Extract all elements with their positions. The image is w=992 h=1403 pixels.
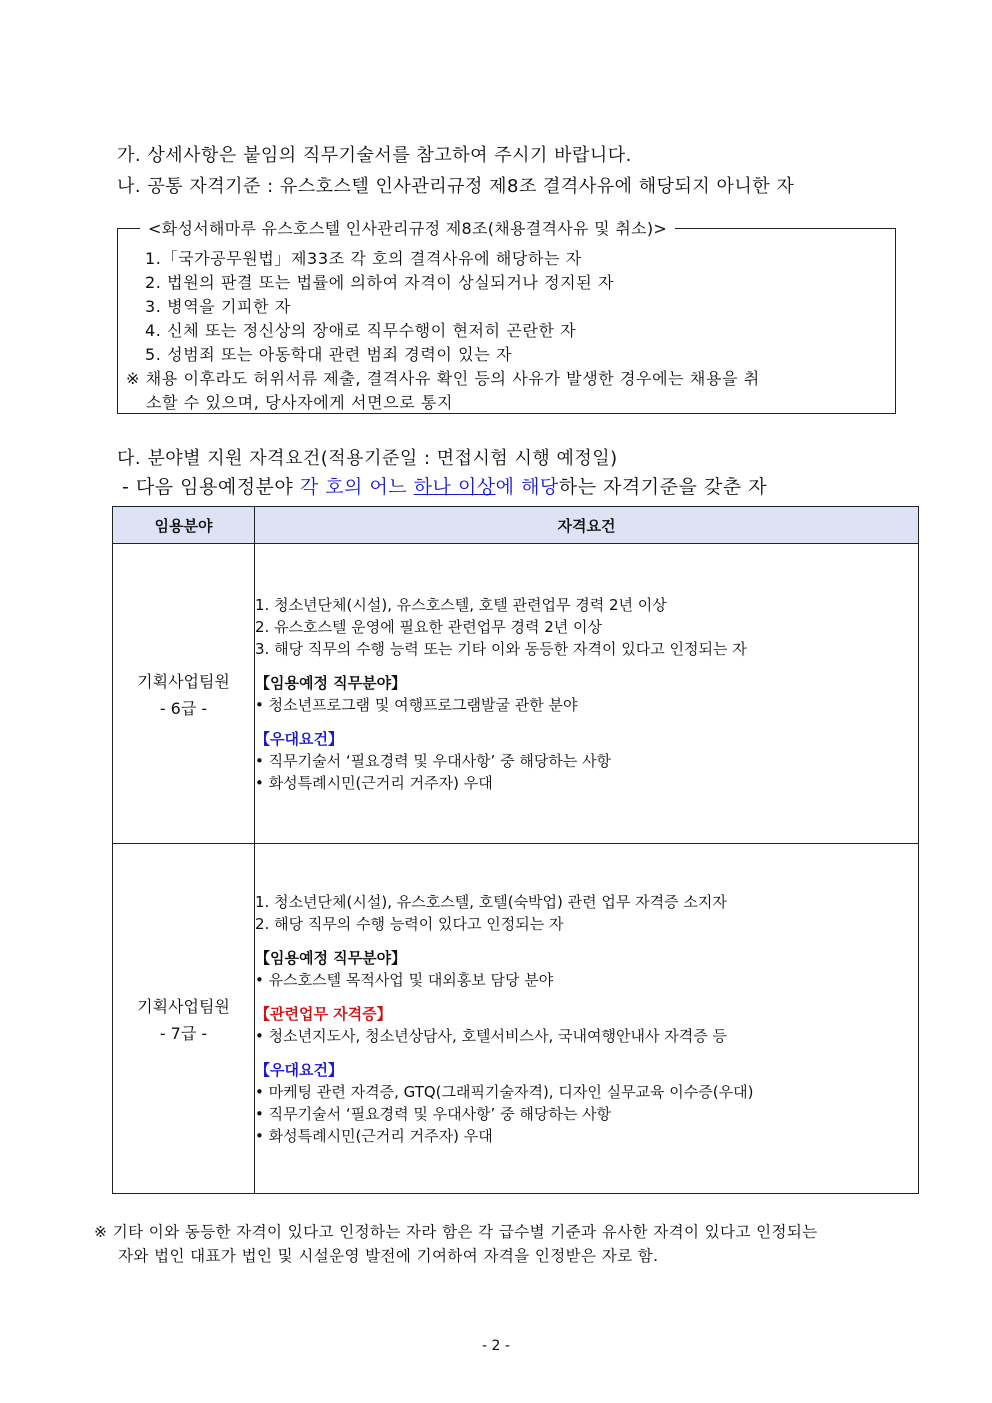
footnote-line2: 자와 법인 대표가 법인 및 시설운영 발전에 기여하여 자격을 인정받은 자로 함. xyxy=(118,1247,659,1265)
item-na: 나. 공통 자격기준 : 유스호스텔 인사관리규정 제8조 결격사유에 해당되지 아니한 자 xyxy=(117,176,795,197)
field-name: 기획사업팀원 xyxy=(137,671,230,691)
table-row xyxy=(113,544,919,844)
field-cell xyxy=(113,544,255,844)
regulation-item: 3. 병역을 기피한 자 xyxy=(145,297,291,316)
duty-item: • 청소년프로그램 및 여행프로그램발굴 관한 분야 xyxy=(255,695,578,714)
regulation-item: 1.「국가공무원법」제33조 각 호의 결격사유에 해당하는 자 xyxy=(145,249,582,268)
regulation-item: 4. 신체 또는 정신상의 장애로 직무수행이 현저히 곤란한 자 xyxy=(145,321,577,340)
criteria-item: 3. 해당 직무의 수행 능력 또는 기타 이와 동등한 자격이 있다고 인정되는 자 xyxy=(255,639,747,658)
criteria-cell xyxy=(255,844,919,1194)
preference-header: 【우대요건】 xyxy=(255,729,343,748)
criteria-cell xyxy=(255,544,919,844)
criteria-item: 1. 청소년단체(시설), 유스호스텔, 호텔 관련업무 경력 2년 이상 xyxy=(255,595,667,614)
criteria-item: 2. 해당 직무의 수행 능력이 있다고 인정되는 자 xyxy=(255,914,564,933)
table-row xyxy=(113,844,919,1194)
criteria-item: 1. 청소년단체(시설), 유스호스텔, 호텔(숙박업) 관련 업무 자격증 소지자 xyxy=(255,892,727,911)
subtitle-highlight-1: 각 호의 어느 xyxy=(299,476,414,498)
duty-header: 【임용예정 직무분야】 xyxy=(255,673,407,692)
field-grade: - 6급 - xyxy=(159,698,208,718)
subtitle-highlight-3: 에 해당 xyxy=(495,476,559,498)
section-da-title: 다. 분야별 지원 자격요건(적용기준일 : 면접시험 시행 예정일) xyxy=(117,448,618,469)
regulation-note-line2: 소할 수 있으며, 당사자에게 서면으로 통지 xyxy=(146,393,454,412)
section-da-subtitle xyxy=(122,472,767,499)
field-grade: - 7급 - xyxy=(159,1023,208,1043)
table-header-row xyxy=(113,507,919,544)
regulation-box-title: <화성서해마루 유스호스텔 인사관리규정 제8조(채용결격사유 및 취소)> xyxy=(140,216,675,239)
duty-item: • 유스호스텔 목적사업 및 대외홍보 담당 분야 xyxy=(255,970,554,989)
duty-header: 【임용예정 직무분야】 xyxy=(255,948,407,967)
preference-item: • 직무기술서 ‘필요경력 및 우대사항’ 중 해당하는 사항 xyxy=(255,1104,612,1123)
item-ga: 가. 상세사항은 붙임의 직무기술서를 참고하여 주시기 바랍니다. xyxy=(117,145,632,166)
preference-header: 【우대요건】 xyxy=(255,1060,343,1079)
header-criteria: 자격요건 xyxy=(255,507,919,544)
preference-item: • 화성특례시민(근거리 거주자) 우대 xyxy=(255,1126,493,1145)
page-number: - 2 - xyxy=(482,1338,510,1354)
preference-item: • 직무기술서 ‘필요경력 및 우대사항’ 중 해당하는 사항 xyxy=(255,751,612,770)
subtitle-suffix: 하는 자격기준을 갖춘 자 xyxy=(558,476,767,498)
preference-item: • 화성특례시민(근거리 거주자) 우대 xyxy=(255,773,493,792)
certificate-header: 【관련업무 자격증】 xyxy=(255,1004,392,1023)
subtitle-prefix: - 다음 임용예정분야 xyxy=(122,476,300,498)
regulation-note-line1: ※ 채용 이후라도 허위서류 제출, 결격사유 확인 등의 사유가 발생한 경우에는 채용을 취 xyxy=(126,369,760,388)
subtitle-highlight-2: 하나 이상 xyxy=(413,476,496,498)
header-field: 임용분야 xyxy=(113,507,255,544)
criteria-item: 2. 유스호스텔 운영에 필요한 관련업무 경력 2년 이상 xyxy=(255,617,603,636)
regulation-item: 2. 법원의 판결 또는 법률에 의하여 자격이 상실되거나 정지된 자 xyxy=(145,273,615,292)
field-cell xyxy=(113,844,255,1194)
qualification-table xyxy=(112,506,919,1194)
regulation-item: 5. 성범죄 또는 아동학대 관련 범죄 경력이 있는 자 xyxy=(145,345,513,364)
certificate-item: • 청소년지도사, 청소년상담사, 호텔서비스사, 국내여행안내사 자격증 등 xyxy=(255,1026,727,1045)
footnote-line1: ※ 기타 이와 동등한 자격이 있다고 인정하는 자라 함은 각 급수별 기준과 유사한 자격이 있다고 인정되는 xyxy=(94,1223,818,1241)
preference-item: • 마케팅 관련 자격증, GTQ(그래픽기술자격), 디자인 실무교육 이수증(우대) xyxy=(255,1082,754,1101)
field-name: 기획사업팀원 xyxy=(137,996,230,1016)
